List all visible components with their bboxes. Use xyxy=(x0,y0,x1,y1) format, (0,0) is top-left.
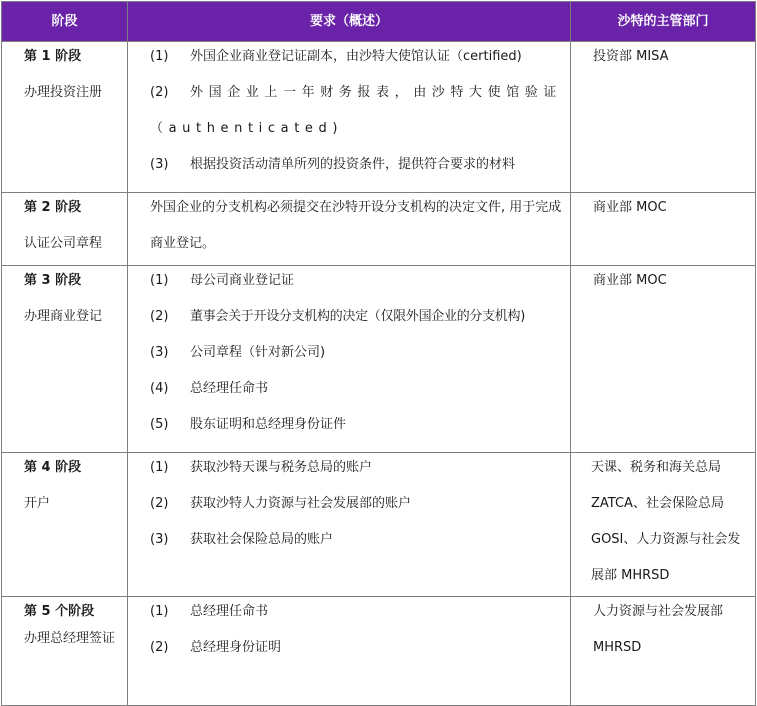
item-number: (3) xyxy=(150,157,169,172)
authority-line: 展部 MHRSD xyxy=(591,568,670,583)
authority-text: 商业部 MOC xyxy=(593,273,667,288)
authority-cell xyxy=(571,453,756,597)
item-number: (2) xyxy=(150,85,169,100)
stage-number: 第 5 个阶段 xyxy=(24,604,95,619)
item-text: 公司章程（针对新公司) xyxy=(190,345,326,360)
authority-cell xyxy=(571,193,756,266)
authority-text: 投资部 MISA xyxy=(593,49,669,64)
requirement-cell xyxy=(128,42,571,193)
item-text: 董事会关于开设分支机构的决定（仅限外国企业的分支机构) xyxy=(190,309,525,324)
item-text: 母公司商业登记证 xyxy=(190,273,295,288)
requirement-cell xyxy=(128,193,571,266)
item-text: 获取沙特天课与税务总局的账户 xyxy=(190,460,373,475)
stage-cell xyxy=(2,42,128,193)
stage-description: 办理总经理签证 xyxy=(24,631,116,646)
table-row xyxy=(2,193,756,266)
stage-number: 第 1 阶段 xyxy=(24,49,82,64)
authority-line: 人力资源与社会发展部 xyxy=(593,604,724,619)
item-text: 获取沙特人力资源与社会发展部的账户 xyxy=(190,496,412,511)
authority-line: GOSI、人力资源与社会发 xyxy=(591,532,741,547)
stage-description: 办理投资注册 xyxy=(24,85,103,100)
list-item xyxy=(150,459,562,495)
requirement-cell xyxy=(128,453,571,597)
table-row xyxy=(2,597,756,706)
item-number: (2) xyxy=(150,309,169,324)
stage-cell xyxy=(2,193,128,266)
item-text: 外国企业上一年财务报表，由沙特大使馆验证（authenticated) xyxy=(150,85,563,136)
list-item xyxy=(150,380,562,416)
list-item xyxy=(150,495,562,531)
stage-cell xyxy=(2,453,128,597)
item-text: 总经理任命书 xyxy=(190,604,269,619)
item-number: (3) xyxy=(150,345,169,360)
authority-cell xyxy=(571,597,756,706)
stage-description: 认证公司章程 xyxy=(24,236,103,251)
requirement-cell xyxy=(128,597,571,706)
list-item xyxy=(150,416,562,452)
authority-text: 商业部 MOC xyxy=(593,200,667,215)
table-row xyxy=(2,453,756,597)
list-item xyxy=(150,344,562,380)
list-item xyxy=(150,272,562,308)
header-stage: 阶段 xyxy=(2,2,128,42)
item-number: (4) xyxy=(150,381,169,396)
item-text: 根据投资活动清单所列的投资条件，提供符合要求的材料 xyxy=(190,157,516,172)
item-number: (2) xyxy=(150,640,169,655)
table-header-row xyxy=(2,2,756,42)
authority-cell xyxy=(571,42,756,193)
header-requirement: 要求（概述） xyxy=(128,2,571,42)
list-item xyxy=(150,531,562,567)
stage-cell xyxy=(2,597,128,706)
list-item xyxy=(150,603,562,639)
registration-steps-table xyxy=(1,1,756,706)
requirement-text: 外国企业的分支机构必须提交在沙特开设分支机构的决定文件, 用于完成商业登记。 xyxy=(150,200,562,251)
item-text: 总经理身份证明 xyxy=(190,640,282,655)
stage-description: 办理商业登记 xyxy=(24,309,103,324)
authority-line: MHRSD xyxy=(593,640,642,655)
header-authority: 沙特的主管部门 xyxy=(571,2,756,42)
stage-number: 第 4 阶段 xyxy=(24,460,82,475)
item-text: 总经理任命书 xyxy=(190,381,269,396)
authority-line: ZATCA、社会保险总局 xyxy=(591,496,724,511)
item-number: (2) xyxy=(150,496,169,511)
item-number: (1) xyxy=(150,604,169,619)
list-item xyxy=(150,156,562,192)
item-text: 股东证明和总经理身份证件 xyxy=(190,417,347,432)
table-row xyxy=(2,42,756,193)
stage-description: 开户 xyxy=(24,496,51,511)
stage-cell xyxy=(2,266,128,453)
list-item xyxy=(150,639,562,675)
item-number: (5) xyxy=(150,417,169,432)
authority-line: 天课、税务和海关总局 xyxy=(591,460,722,475)
item-number: (3) xyxy=(150,532,169,547)
table-row xyxy=(2,266,756,453)
item-number: (1) xyxy=(150,460,169,475)
item-text: 获取社会保险总局的账户 xyxy=(190,532,334,547)
list-item xyxy=(150,84,562,138)
list-item xyxy=(150,308,562,344)
stage-number: 第 3 阶段 xyxy=(24,273,82,288)
item-number: (1) xyxy=(150,273,169,288)
authority-cell xyxy=(571,266,756,453)
requirement-cell xyxy=(128,266,571,453)
item-number: (1) xyxy=(150,49,169,64)
item-text: 外国企业商业登记证副本，由沙特大使馆认证（certified) xyxy=(190,49,522,64)
stage-number: 第 2 阶段 xyxy=(24,200,82,215)
